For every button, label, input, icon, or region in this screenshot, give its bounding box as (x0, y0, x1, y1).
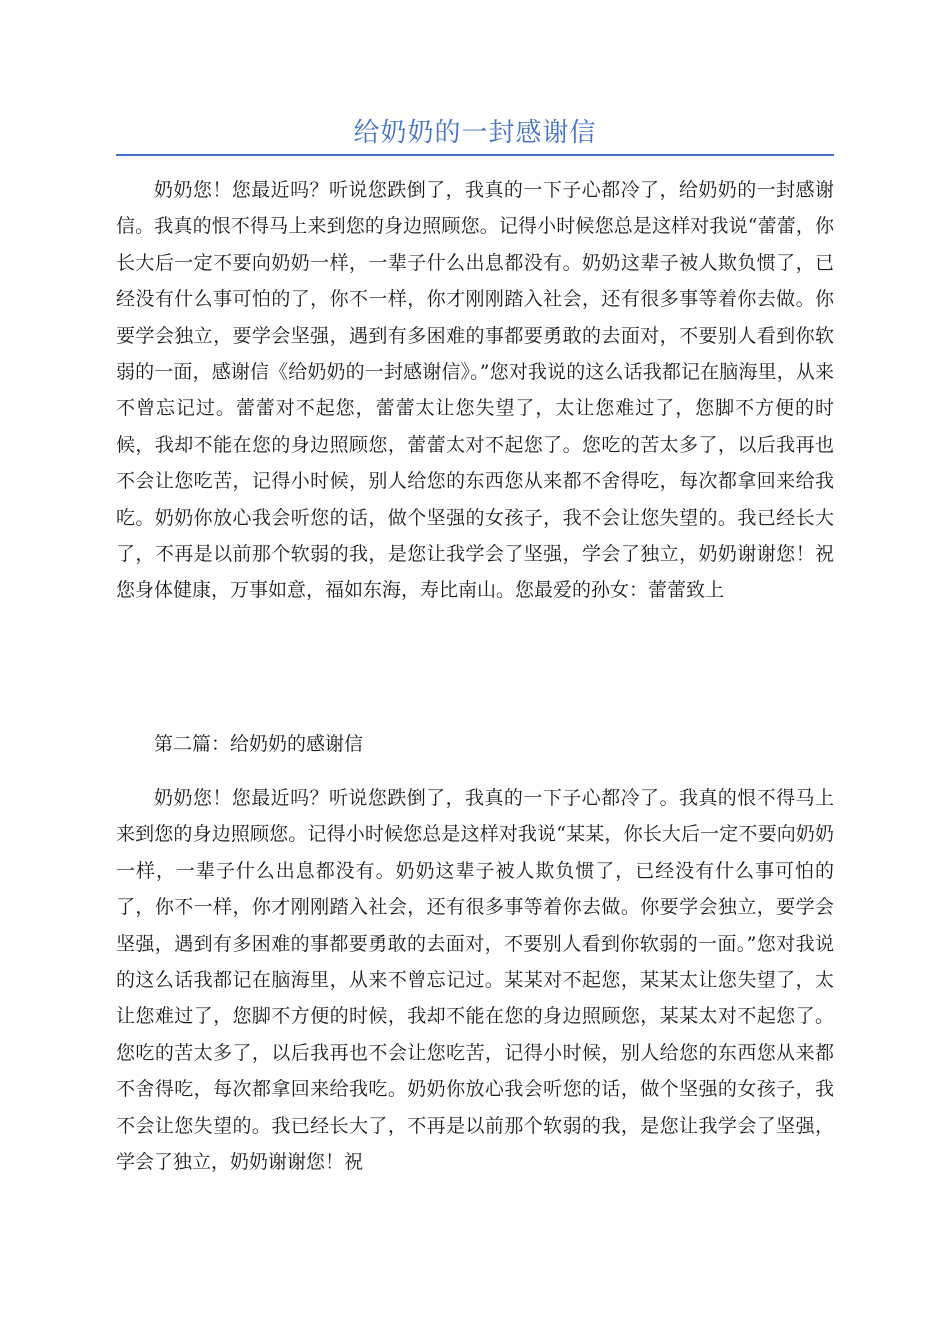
letter-paragraph-2: 奶奶您！您最近吗？听说您跌倒了，我真的一下子心都冷了。我真的恨不得马上来到您的身边照顾您。记得小时候您总是这样对我说“某某，你长大后一定不要向奶奶一样，一辈子什么出息都没有。奶奶这辈子被人欺负惯了，已经没有什么事可怕的了，你不一样，你才刚刚踏入社会，还有很多事等着你去做。你要学会独立，要学会坚强，遇到有多困难的事都要勇敢的去面对，不要别人看到你软弱的一面。”您对我说的这么话我都记在脑海里，从来不曾忘记过。某某对不起您，某某太让您失望了，太让您难过了，您脚不方便的时候，我却不能在您的身边照顾您，某某太对不起您了。您吃的苦太多了，以后我再也不会让您吃苦，记得小时候，别人给您的东西您从来都不舍得吃，每次都拿回来给我吃。奶奶你放心我会听您的话，做个坚强的女孩子，我不会让您失望的。我已经长大了，不再是以前那个软弱的我，是您让我学会了坚强，学会了独立，奶奶谢谢您！祝 (116, 787, 834, 1174)
title-underline (116, 154, 834, 156)
section-heading-second-letter: 第二篇：给奶奶的感谢信 (154, 733, 364, 755)
document-title: 给奶奶的一封感谢信 (353, 118, 597, 148)
letter-paragraph-1: 奶奶您！您最近吗？听说您跌倒了，我真的一下子心都冷了，给奶奶的一封感谢信。我真的恨不得马上来到您的身边照顾您。记得小时候您总是这样对我说“蕾蕾，你长大后一定不要向奶奶一样，一辈子什么出息都没有。奶奶这辈子被人欺负惯了，已经没有什么事可怕的了，你不一样，你才刚刚踏入社会，还有很多事等着你去做。你要学会独立，要学会坚强，遇到有多困难的事都要勇敢的去面对，不要别人看到你软弱的一面，感谢信《给奶奶的一封感谢信》。”您对我说的这么话我都记在脑海里，从来不曾忘记过。蕾蕾对不起您，蕾蕾太让您失望了，太让您难过了，您脚不方便的时候，我却不能在您的身边照顾您，蕾蕾太对不起您了。您吃的苦太多了，以后我再也不会让您吃苦，记得小时候，别人给您的东西您从来都不舍得吃，每次都拿回来给我吃。奶奶你放心我会听您的话，做个坚强的女孩子，我不会让您失望的。我已经长大了，不再是以前那个软弱的我，是您让我学会了坚强，学会了独立，奶奶谢谢您！祝您身体健康，万事如意，福如东海，寿比南山。您最爱的孙女：蕾蕾致上 (116, 179, 834, 602)
